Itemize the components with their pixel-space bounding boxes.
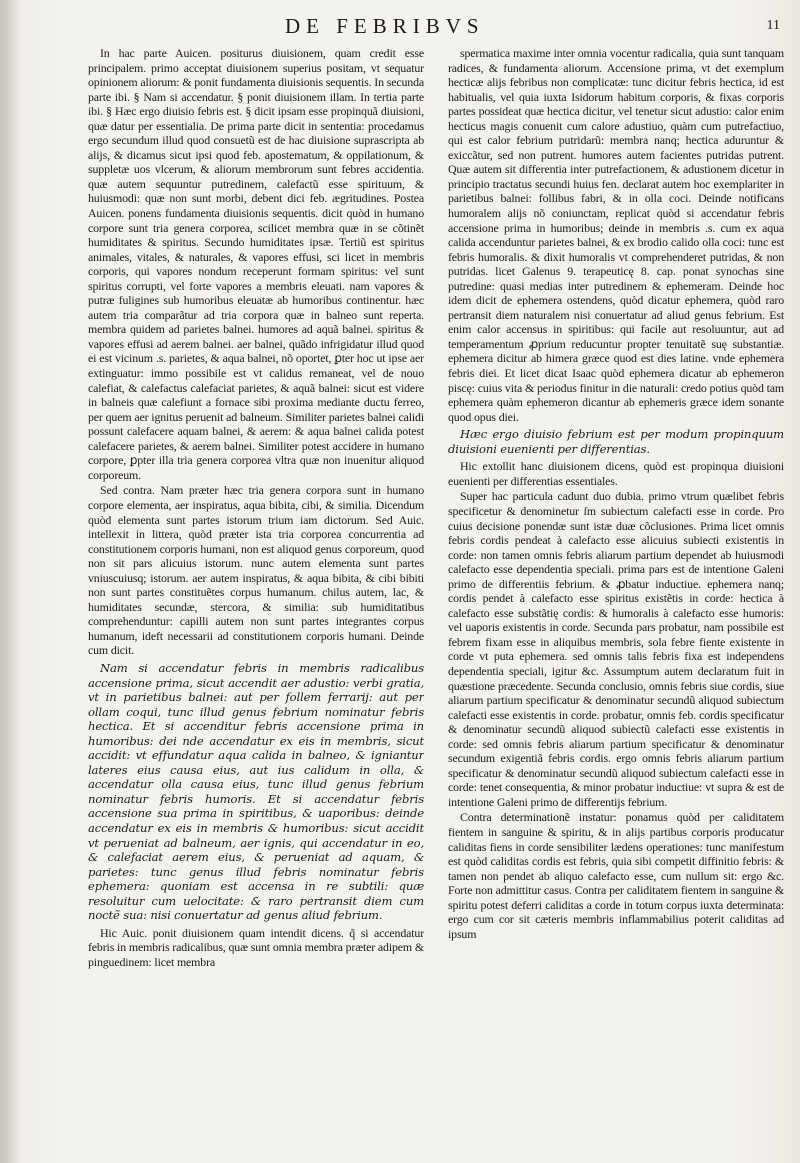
commentary-paragraph: Hic Auic. ponit diuisionem quam intendit dicens. q̃ si accendatur febris in membris radicalibus, quæ sunt omnia membra præter adipem & pinguedinem: licet membra [88, 925, 424, 969]
commentary-paragraph: Hic extollit hanc diuisionem dicens, quòd est propinqua diuisioni euenienti per differentias essentiales. [448, 459, 784, 488]
commentary-paragraph: Sed contra. Nam præter hæc tria genera corpora sunt in humano corpore elementa, aer inspiratus, aqua bibita, cibi, & similia. Dicendum quòd elementa sunt partes istorum trium iam dictorum. Sed Auic. intellexit in littera, quòd præter ista tria corporea concurrentia ad constitutionem corporis humani, non est aliquod genus corporeum, quod non sit pars alicuius istorum. nunc autem elementa sunt partes vniuscuiusq; istorum. aer autem inspiratus, & aqua bibita, & cibi bibiti non sunt partes constituẽtes corpus humanum. chilus autem, lac, & humiditates secundæ, stercora, & similia: sub humiditatibus comprehenduntur: capilli autem non sunt partes integrantes corpus humanum, ideft necessarii ad constitutionem corporis humani. Deinde cum dicit. [88, 483, 424, 658]
page-number: 11 [766, 18, 780, 33]
running-title: DE FEBRIBVS [285, 14, 485, 38]
commentary-paragraph: spermatica maxime inter omnia vocentur radicalia, quia sunt tanquam radices, & fundamenta aliorum. Accensione prima, vt det exemplum hecticæ alijs febribus non complicatæ: tunc dicitur febris hectica, id est habitualis, vel quia iuxta Isidorum habitum corporis, & fixas corporis partes possideat quæ hectica dicitur, vel tenetur sicut adustio: calor enim hecticus magis conuenit cum calore adustiuo, quàm cum putrefactiuo, qui est calor febrium putridarũ: membra nanq; hectica aduruntur & exiccãtur, sed non putrent. humores autem facientes putridas putrent. Quæ autem sit differentia inter putrefactionem, & adustionem dicetur in principio tractatus secundi huius fen. declarat autem hoc exemplariter in parietibus balnei: follibus fabri, & in olla coci. Deinde notificans humoralem alijs nõ coniunctam, replicat quòd si accendatur febris accensione prima in humoribus; deinde in membris .s. cum ex aqua calida accenduntur parietes balnei, & ex brodio calido olla coci: tunc est febris humoralis. & dixit humoralis vt comprehenderet putridas, & non putridas. licet Galenus 9. terapeuticę 8. cap. ponat synochas sine putredine: quasi medias inter putredinem & ephemeram. Deinde hoc idem dicit de ephemera ostendens, quòd dicatur ephemera, quòd raro pertransit diem naturalem nisi conuertatur ad aliud genus febrium. Est enim calor accensus in spiritibus: qui facile aut resoluuntur, aut ad temperamentum ꝓprium reducuntur propter tenuitatẽ suę substantiæ. ephemera dicitur ab himera græce quod est dies latine. vnde ephemera febris diei. Et licet dicat Isaac quòd ephemera dicatur ab ephemeron piscę: cuius vita & periodus finitur in die naturali: credo potius quòd tam ephemera quàm ephemeron dicantur ab ephemeris græce idem sonante quod opus diei. [448, 46, 784, 424]
commentary-paragraph: Contra determinationẽ instatur: ponamus quòd per caliditatem fientem in sanguine & spiritu, & in alijs partibus corporis producatur caliditas fiens in corde sensibiliter lædens operationes: tunc manifestum est quòd caliditas cordis est febris, quia sibi competit diffinitio febris: & tamen non pendet ab aliquo calefacto esse, cum nullum sit: ergo &c. Forte non admittitur casus. Contra per caliditatem fientem in sanguine & spiritu potest deferri caliditas a corde in totum corpus iuxta determinata: ergo cum cor sit cæteris membris inflammabilius poterit caliditas ad ipsum [448, 810, 784, 941]
left-column [88, 46, 424, 1150]
commentary-paragraph: Super hac particula cadunt duo dubia. primo vtrum quælibet febris specificetur & denominetur ſm subiectum calefacti esse in corde. Pro cuius decisione ponendæ sunt istæ duæ cõclusiones. Prima licet omnis febris cordis pendeat à calefacto esse alicuius subiecti existentis in corde: non tamen omnis febris aliarum partium dependet ab huiusmodi calefacto esse dependentia speciali. prima pars est de intentione Galeni primo de differentiis febrium. & ꝓbatur inductiue. ephemera nanq; cordis pendet à calefacto esse spiritus existẽtis in corde: hectica à calefacto esse substãtię cordis: & humoralis à calefacto esse humoris: vel uaporis existentis in corde. Secunda pars probatur, nam possibile est febrem fixam esse in aliquibus membris, sola febre fiente existente in corde vt puta ephemera. sed omnis talis febris fixa est independens dependentia speciali, igitur &c. Assumptum autem declaratum fuit in quæstione præcedente. Secunda conclusio, omnis febris siue cordis, siue aliarum partium specificatur & denominatur secundũ aliquod subiectum calefacti esse existentis in corde. probatur, omnis feb. cordis specificatur & denominatur secundũ aliquod subiectũ calefacti esse existentis in corde: sed omnis febris aliarum partium specificatur & denominatur secundum exigentiã febris cordis. ergo omnis febris aliarum partium specificatur & denominatur secundũ aliquod subiectum calefacti esse in corde: tenet consequentia, & minor probatur inductiue: vt supra & est de intentione Galeni primo de differentijs febrium. [448, 489, 784, 809]
lemma-paragraph: Nam si accendatur febris in membris radicalibus accensione prima, sicut accendit aer adustio: verbi gratia, vt in parietibus balnei: aut per follem ferrarij: aut per ollam coqui, tunc illud genus febrium nominatur febris hectica. Et si accenditur febris accensione prima in humoribus: dei nde accendatur ex eis in membris, sicut accidit: vt effundatur aqua calida in balneo, & igniantur lateres eius causa eius, aut ius calidum in olla, & accendatur olla causa eius, tunc illud genus febrium nominatur febris humoris. Et si accendatur febris accensione sua prima in spiritibus, & uaporibus: deinde accendatur ex eis in membris & humoribus: sicut accidit vt perueniat ad balneum, aer ignis, qui accendatur in eo, & calefaciat aerem eius, & perueniat ad aquam, & parietes: tunc genus illud febris nominatur febris ephemera: quoniam est accensa in re subtili: quæ resoluitur cum uelocitate: & raro pertransit diem cum noctẽ sua: nisi conuertatur ad genus aliud febrium. [88, 660, 424, 923]
right-column [448, 46, 784, 1150]
gutter-shadow [0, 0, 18, 1163]
commentary-paragraph: In hac parte Auicen. positurus diuisionem, quam credit esse principalem. primo acceptat diuisionem superius positam, vt sequatur opinionem aliorum: & ponit fundamenta diuisionis sequentis. In secunda parte ibi. § Nam si accendatur. § ponit diuisionem illam. In tertia parte ibi. § Hæc ergo diuisio febris est. § dicit ipsam esse propinquã diuisioni, quæ datur per essentialia. De prima parte dicit in sententia: procedamus ergo secundum illud quod consuetũ est de hac diuisione suprascripta ab alijs, & dicamus sicut ipsi quod feb. apostematum, & oppilationum, & suppletæ uos vlcerum, & aliorum membrorum sunt febres accidentia. quæ autem sequuntur putredinem, calefactũ esse spirituum, & huiusmodi: quæ non sunt morbi, debent dici feb. ægritudines. Postea Auicen. ponens fundamenta diuisionis sequentis. dicit quòd in humano corpore sunt tria genera corporea, scilicet membra quæ in se cõtinẽt humiditates & spiritus. Secundo humiditates ipsæ. Tertiũ est spiritus animales, vitales, & naturales, & vapores effusi, sci licet in membris corporis, qui vapores nondum receperunt formam spiritus: vel sunt spiritus corrupti, vel forte vapores a membris eleuati. nam vapores & putræ fuligines sub humoribus eleuatæ ab humoribus continentur. hæc autem tria comparãtur ad tria corpora quæ in balneo sunt reperta. membra quidem ad parietes balnei. humores ad aquã balnei. spiritus & vapores effusi ad aerem balnei. aer balnei, quãdo infrigidatur illud quod ei est vicinum .s. parietes, & aqua balnei, nõ oportet, ꝑter hoc ut ipse aer extinguatur: immo possibile est vt calidus remaneat, vel de nouo calefiat, & calefactus calefaciat parietes, & aquã balnei: sicut est videre in balneis quæ calefiunt a fornace sibi proxima mediante ductu ferreo, per quem aer ignitus peruenit ad balneum. Similiter parietes balnei calidi possunt calefacere aquam balnei, & aerem: & aqua balnei calida potest calefacere parietes, & aerem balnei. Similiter potest accidere in humano corpore, ꝑpter illa tria genera corporea vltra quæ non inuenitur aliquod corporeum. [88, 46, 424, 482]
page-header [0, 8, 800, 42]
lemma-paragraph: Hæc ergo diuisio febrium est per modum propinquum diuisioni euenienti per differentias. [448, 427, 784, 456]
